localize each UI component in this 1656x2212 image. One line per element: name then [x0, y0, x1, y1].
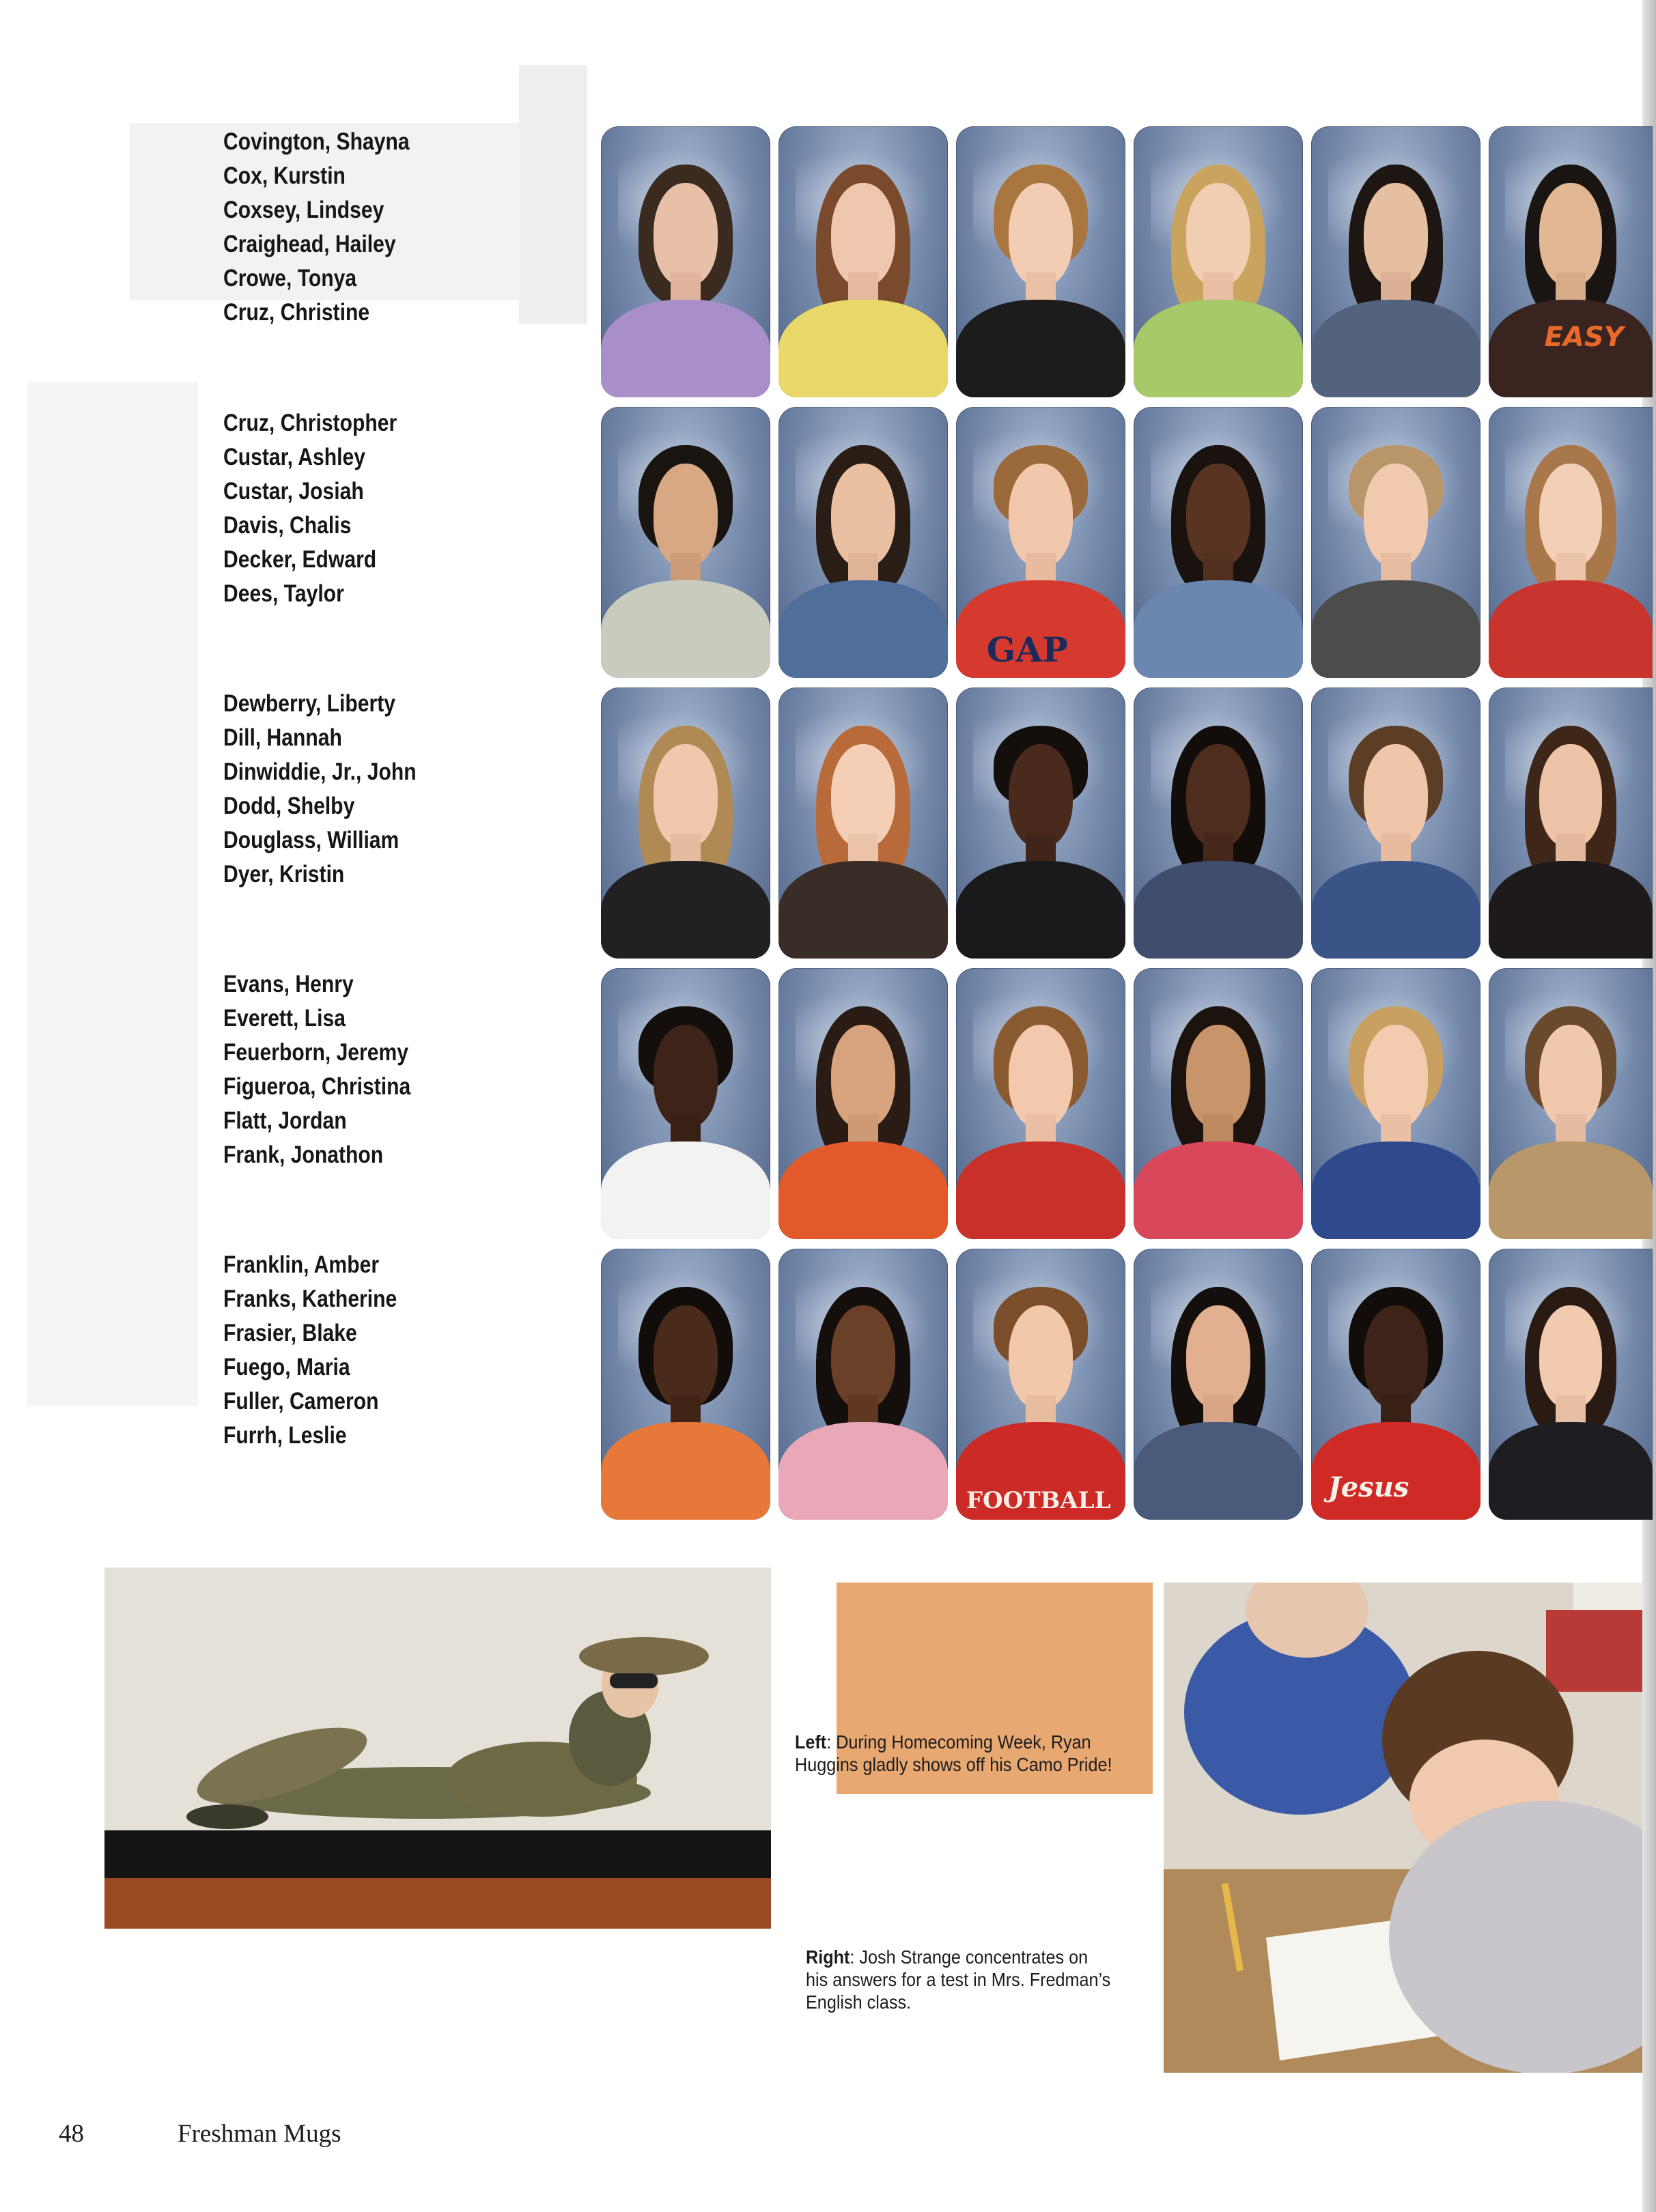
name-list-row-1 — [223, 125, 578, 330]
portrait-photo — [956, 126, 1125, 397]
student-name: Decker, Edward — [223, 546, 377, 573]
student-name: Custar, Josiah — [223, 478, 364, 505]
portrait-row-4 — [601, 968, 1656, 1239]
student-name: Craighead, Hailey — [223, 231, 396, 257]
portrait-photo — [778, 687, 948, 959]
camo-scene-illustration — [104, 1568, 771, 1929]
page-number: 48 — [59, 2120, 84, 2148]
portrait-photo — [1311, 126, 1480, 397]
student-name: Dinwiddie, Jr., John — [223, 758, 417, 785]
student-name: Cruz, Christopher — [223, 410, 397, 436]
student-name: Franklin, Amber — [223, 1251, 380, 1278]
portrait-photo — [1311, 1249, 1480, 1520]
portrait-photo — [601, 1249, 770, 1520]
portrait-photo — [601, 407, 770, 678]
shirt-print-text: GAP — [986, 629, 1068, 670]
section-title: Freshman Mugs — [178, 2120, 341, 2148]
portrait-row-3 — [601, 687, 1656, 959]
portrait-photo — [1134, 407, 1303, 678]
student-name: Covington, Shayna — [223, 128, 410, 155]
portrait-photo — [956, 687, 1125, 959]
student-name: Coxsey, Lindsey — [223, 197, 384, 223]
student-name: Franks, Katherine — [223, 1286, 397, 1312]
portrait-row-5 — [601, 1249, 1656, 1520]
shirt-print-text: FOOTBALL — [966, 1487, 1111, 1515]
student-name: Custar, Ashley — [223, 444, 365, 470]
portrait-photo — [1134, 687, 1303, 959]
caption-left-label: Left — [795, 1731, 827, 1753]
caption-left-text: : During Homecoming Week, Ryan Huggins gladly shows off his Camo Pride! — [795, 1731, 1112, 1775]
caption-right-label: Right — [806, 1946, 850, 1968]
caption-right — [806, 1946, 1113, 2013]
student-name: Evans, Henry — [223, 971, 354, 997]
classroom-scene-illustration — [1164, 1583, 1642, 2073]
portrait-photo — [778, 126, 948, 397]
student-name: Cox, Kurstin — [223, 162, 346, 189]
name-list-row-3 — [223, 687, 578, 892]
portrait-photo — [778, 1249, 948, 1520]
portrait-photo — [601, 126, 770, 397]
portrait-photo — [1311, 968, 1480, 1239]
student-name: Cruz, Christine — [223, 299, 370, 326]
portrait-photo — [601, 687, 770, 959]
caption-right-text: : Josh Strange concentrates on his answers for a test in Mrs. Fredman’s English class. — [806, 1946, 1111, 2013]
student-name: Fuller, Cameron — [223, 1388, 379, 1415]
student-name: Frank, Jonathon — [223, 1142, 384, 1168]
portrait-photo — [1489, 407, 1653, 678]
portrait-photo — [1311, 687, 1480, 959]
portrait-photo — [1134, 126, 1303, 397]
bleed-through-shape — [27, 382, 198, 1406]
student-name: Feuerborn, Jeremy — [223, 1039, 409, 1066]
name-list-row-2 — [223, 406, 578, 611]
student-name: Crowe, Tonya — [223, 265, 357, 292]
portrait-photo — [1489, 126, 1653, 397]
portrait-photo — [956, 1249, 1125, 1520]
student-name: Flatt, Jordan — [223, 1107, 347, 1134]
name-list-row-5 — [223, 1248, 578, 1453]
student-name: Frasier, Blake — [223, 1320, 357, 1346]
candid-photo-classroom — [1164, 1583, 1642, 2073]
portrait-photo — [1134, 968, 1303, 1239]
name-list-row-4 — [223, 967, 578, 1172]
portrait-photo — [1489, 1249, 1653, 1520]
student-name: Dill, Hannah — [223, 724, 342, 751]
student-name: Furrh, Leslie — [223, 1422, 347, 1449]
shirt-print-text: EASY — [1544, 321, 1624, 353]
shirt-print-text: Jesus — [1328, 1471, 1409, 1503]
portrait-photo — [956, 407, 1125, 678]
student-name: Figueroa, Christina — [223, 1073, 411, 1100]
candid-photo-camo — [104, 1568, 771, 1929]
portrait-photo — [778, 968, 948, 1239]
student-name: Dewberry, Liberty — [223, 690, 396, 717]
portrait-photo — [1311, 407, 1480, 678]
student-name: Dodd, Shelby — [223, 793, 355, 819]
portrait-photo — [778, 407, 948, 678]
portrait-photo — [956, 968, 1125, 1239]
caption-left — [795, 1731, 1127, 1776]
student-name: Everett, Lisa — [223, 1005, 346, 1032]
portrait-photo — [1489, 687, 1653, 959]
student-name: Dees, Taylor — [223, 580, 344, 607]
portrait-photo — [1134, 1249, 1303, 1520]
student-name: Dyer, Kristin — [223, 861, 345, 888]
student-name: Fuego, Maria — [223, 1354, 350, 1380]
portrait-photo — [601, 968, 770, 1239]
portrait-row-1 — [601, 126, 1656, 397]
student-name: Davis, Chalis — [223, 512, 352, 539]
student-name: Douglass, William — [223, 827, 399, 853]
portrait-photo — [1489, 968, 1653, 1239]
portrait-row-2 — [601, 407, 1656, 678]
